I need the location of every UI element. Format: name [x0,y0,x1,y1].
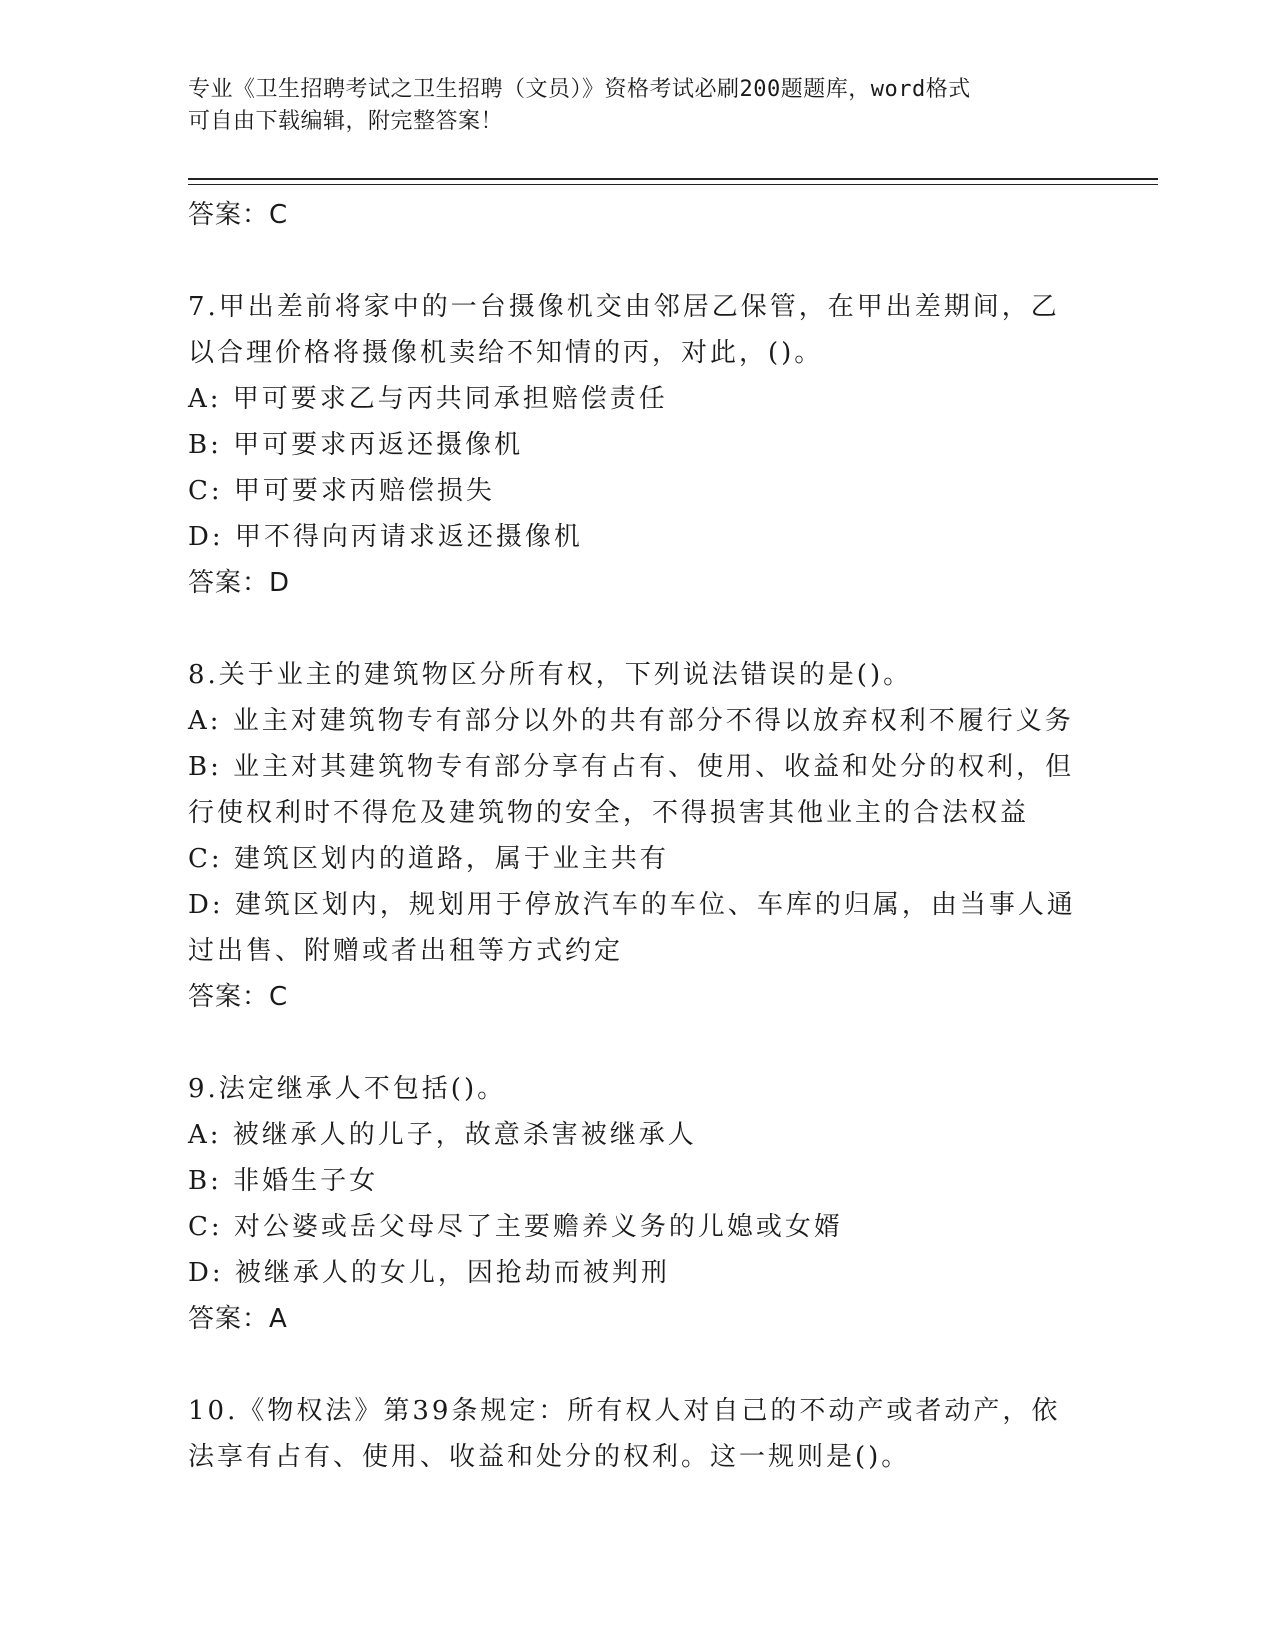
spacer [188,1342,1088,1388]
question-9-stem: 9.法定继承人不包括()。 [188,1074,507,1104]
question-8-option-c: C: 建筑区划内的道路，属于业主共有 [188,844,669,874]
question-7-option-c: C: 甲可要求丙赔偿损失 [188,476,495,506]
header-line-1: 专业《卫生招聘考试之卫生招聘（文员）》资格考试必刷200题题库，word格式 [188,77,971,102]
question-9-option-b: B: 非婚生子女 [188,1166,379,1196]
question-8-option-a: A: 业主对建筑物专有部分以外的共有部分不得以放弃权利不履行义务 [188,706,1074,736]
question-8 [188,652,1088,1020]
question-8-option-b-line-1: B: 业主对其建筑物专有部分享有占有、使用、收益和处分的权利，但 [188,752,1075,782]
question-7-stem-line-1: 7.甲出差前将家中的一台摄像机交由邻居乙保管，在甲出差期间，乙 [188,292,1060,322]
question-7-option-a: A: 甲可要求乙与丙共同承担赔偿责任 [188,384,668,414]
question-9-option-d: D: 被继承人的女儿，因抢劫而被判刑 [188,1258,670,1288]
question-7-option-d: D: 甲不得向丙请求返还摄像机 [188,522,583,552]
question-8-option-d-line-1: D: 建筑区划内，规划用于停放汽车的车位、车库的归属，由当事人通 [188,890,1076,920]
header-rule-thin [188,184,1158,185]
question-8-answer: 答案：C [188,982,289,1012]
spacer [188,238,1088,284]
question-7-answer: 答案：D [188,568,291,598]
question-9-option-c: C: 对公婆或岳父母尽了主要赡养义务的儿媳或女婿 [188,1212,843,1242]
header-rule-thick [188,178,1158,180]
question-8-option-d-line-2: 过出售、附赠或者出租等方式约定 [188,936,624,966]
question-9 [188,1066,1088,1342]
question-7-stem-line-2: 以合理价格将摄像机卖给不知情的丙，对此，()。 [188,338,824,368]
header-line-2: 可自由下载编辑，附完整答案！ [188,109,504,134]
question-list [188,192,1088,1480]
spacer [188,1020,1088,1066]
question-8-stem: 8.关于业主的建筑物区分所有权，下列说法错误的是()。 [188,660,913,690]
question-9-option-a: A: 被继承人的儿子，故意杀害被继承人 [188,1120,697,1150]
question-7 [188,284,1088,606]
answer-previous: 答案：C [188,200,289,230]
question-7-option-b: B: 甲可要求丙返还摄像机 [188,430,524,460]
question-10-stem-line-1: 10.《物权法》第39条规定：所有权人对自己的不动产或者动产，依 [188,1396,1061,1426]
question-10-stem-line-2: 法享有占有、使用、收益和处分的权利。这一规则是()。 [188,1442,911,1472]
page-header [188,74,1068,138]
question-9-answer: 答案：A [188,1304,288,1334]
spacer [188,606,1088,652]
question-8-option-b-line-2: 行使权利时不得危及建筑物的安全，不得损害其他业主的合法权益 [188,798,1030,828]
question-10 [188,1388,1088,1480]
